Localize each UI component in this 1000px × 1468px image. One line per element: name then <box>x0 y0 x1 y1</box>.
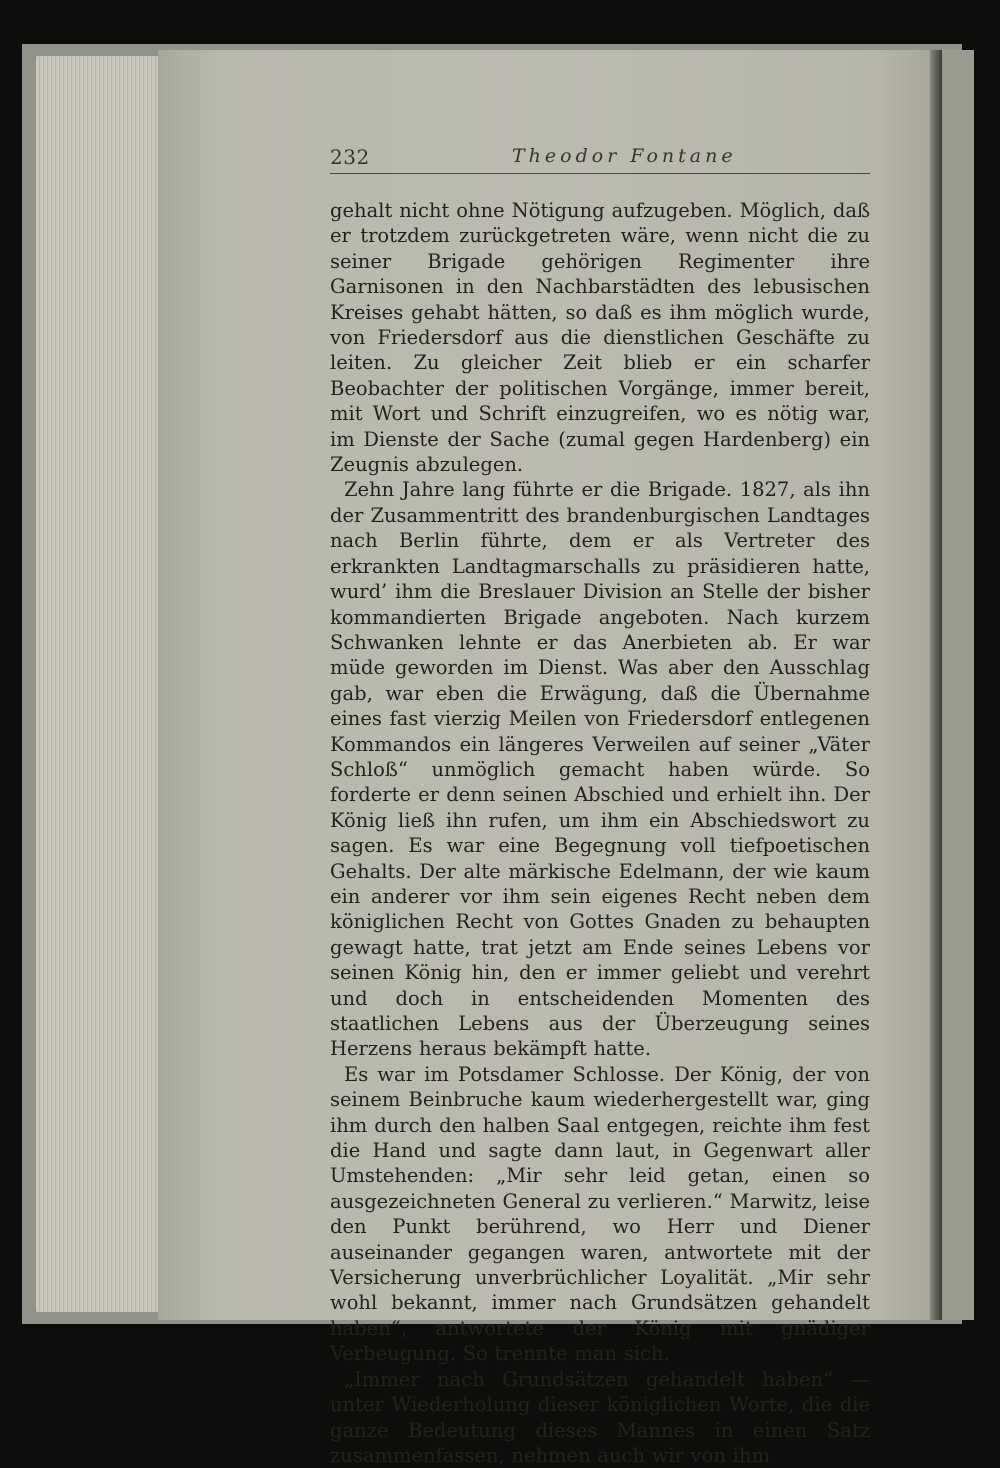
paragraph: „Immer nach Grundsätzen gehandelt haben“ — unter Wiederholung dieser königlichen Worte, die die ganze Bedeutung dieses Mannes in einen Satz zusammenfassen, nehmen auch wir von ihm <box>330 1367 870 1467</box>
facing-page-edge <box>942 50 974 1320</box>
body-text <box>330 198 870 1468</box>
page-edges <box>36 56 166 1312</box>
page-number: 232 <box>330 145 370 169</box>
gutter-shadow <box>930 50 942 1320</box>
page-header <box>330 145 870 175</box>
header-rule <box>330 173 870 174</box>
paragraph: Es war im Potsdamer Schlosse. Der König, der von seinem Beinbruche kaum wiederhergestellt war, ging ihm durch den halben Saal entgegen, reichte ihm fest die Hand und sagte dann laut, in Gegenwart aller Umstehenden: „Mir sehr leid getan, einen so ausgezeichneten General zu verlieren.“ Marwitz, leise den Punkt berührend, wo Herr und Diener auseinander gegangen waren, antwortete mit der Versicherung unverbrüchlicher Loyalität. „Mir sehr wohl bekannt, immer nach Grundsätzen gehandelt haben“, antwortete der König mit gnädiger Verbeugung. So trennte man sich. <box>330 1062 870 1366</box>
paragraph: Zehn Jahre lang führte er die Brigade. 1827, als ihn der Zusammentritt des brandenburgischen Landtages nach Berlin führte, dem er als Vertreter des erkrankten Landtagmarschalls zu präsidieren hatte, wurd’ ihm die Breslauer Division an Stelle der bisher kommandierten Brigade angeboten. Nach kurzem Schwanken lehnte er das Anerbieten ab. Er war müde geworden im Dienst. Was aber den Ausschlag gab, war eben die Erwägung, daß die Übernahme eines fast vierzig Meilen von Friedersdorf entlegenen Kommandos ein längeres Verweilen auf seiner „Väter Schloß“ unmöglich gemacht haben würde. So forderte er denn seinen Abschied und erhielt ihn. Der König ließ ihn rufen, um ihm ein Abschiedswort zu sagen. Es war eine Begegnung voll tiefpoetischen Gehalts. Der alte märkische Edelmann, der wie kaum ein anderer vor ihm sein eigenes Recht neben dem königlichen Recht von Gottes Gnaden zu behaupten gewagt hatte, trat jetzt am Ende seines Lebens vor seinen König hin, den er immer geliebt und verehrt und doch in entscheidenden Momenten des staatlichen Lebens aus der Überzeugung seines Herzens heraus bekämpft hatte. <box>330 478 870 1061</box>
paragraph: gehalt nicht ohne Nötigung aufzugeben. Möglich, daß er trotzdem zurückgetreten wäre, wenn nicht die zu seiner Brigade gehörigen Regimenter ihre Garnisonen in den Nachbarstädten des lebusischen Kreises gehabt hätten, so daß es ihm möglich wurde, von Friedersdorf aus die dienstlichen Geschäfte zu leiten. Zu gleicher Zeit blieb er ein scharfer Beobachter der politischen Vorgänge, immer bereit, mit Wort und Schrift einzugreifen, wo es nötig war, im Dienste der Sache (zumal gegen Hardenberg) ein Zeugnis abzulegen. <box>330 199 870 477</box>
running-head: Theodor Fontane <box>512 145 737 167</box>
